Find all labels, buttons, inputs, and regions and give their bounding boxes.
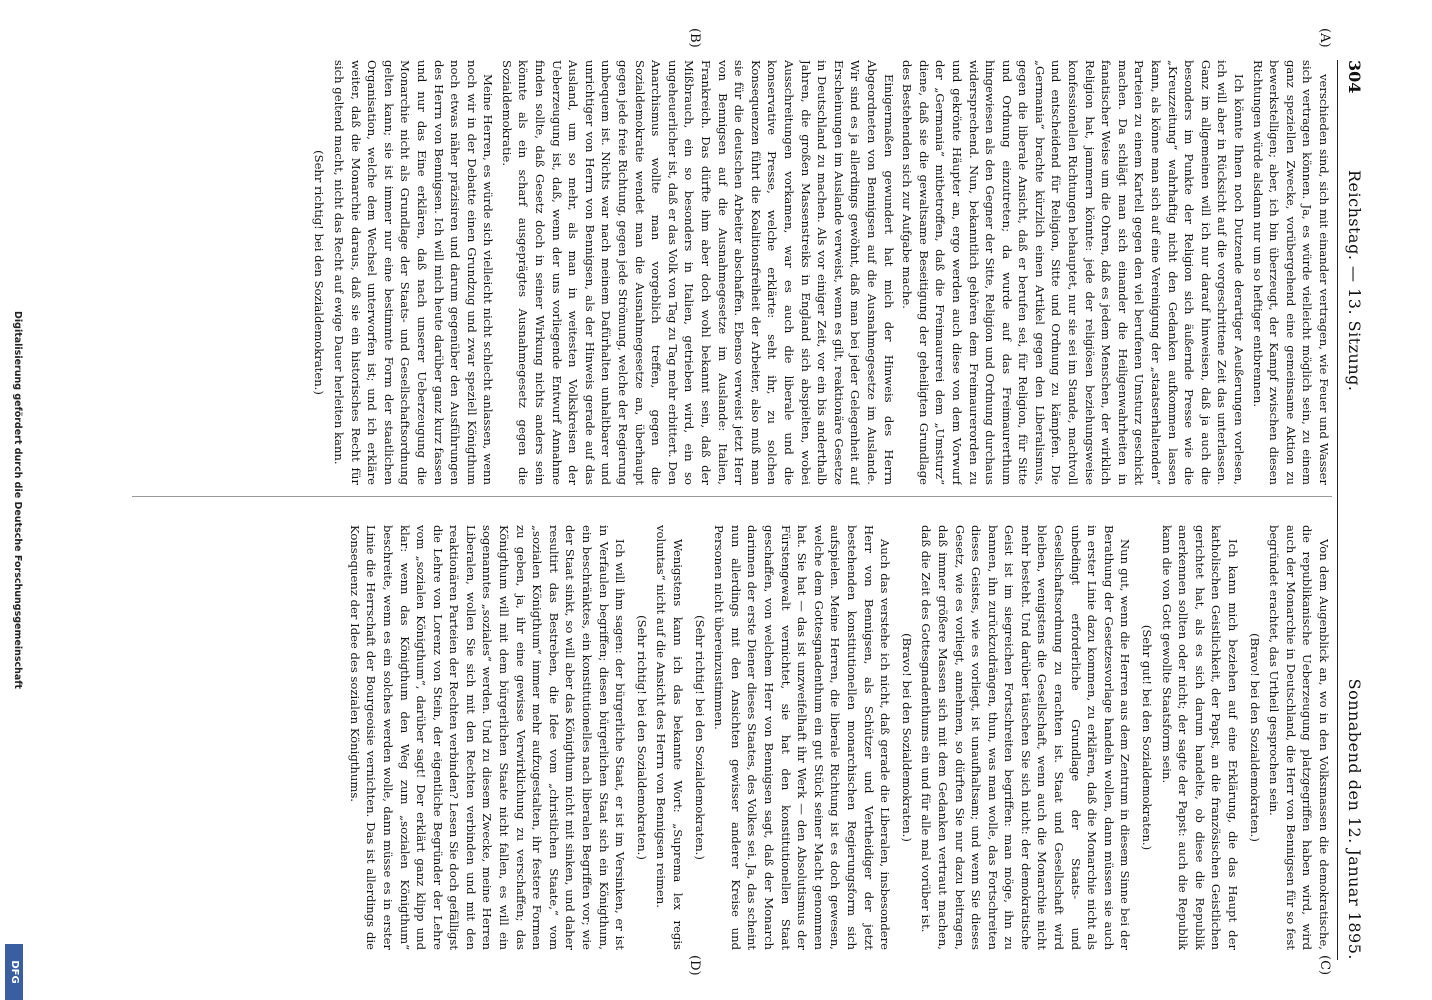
margin-marker-c: (C) — [1317, 955, 1332, 976]
interjection: (Sehr richtig! bei den Sozialdemokraten.) — [692, 615, 707, 860]
page-header — [1337, 60, 1368, 960]
interjection: (Bravo! bei den Sozialdemokraten.) — [1247, 633, 1262, 842]
column-divider — [132, 496, 1332, 497]
paragraph: Ich könnte Ihnen noch Dutzende derartiger Aeußerungen vorlesen, ich will aber in Rücksicht auf die vorgeschrittene Zeit das unterlassen. Ganz im allgemeinen will ich nur darauf hinweisen, daß ja auch die besonders im Punkte der Religion sich äußernde Presse wie die „Kreuzzeitung“ wahrhaftig nicht den Gedanken aufkommen lassen kann, als könne man sich auf eine Vereinigung der „staatserhaltenden“ Parteien zu einem Kartell gegen den viel berufenen Umsturz geschickt machen. Da schlägt man sich einander die Heiligenwahrheiten in fanatischer Weise um die Ohren, daß es jedem Menschen, der wirklich Religion hat, jammern könnte: jede der religiösen beziehungsweise konfessionellen Richtungen behauptet, nur sie sei im Stande, machtvoll und entscheidend für Religion, Sitte und Ordnung zu kämpfen. Die „Germania“ brachte kürzlich einen Artikel gegen den Liberalismus, gegen die liberale Ansicht, daß er berufen sei, für Religion, für Sitte und Ordnung einzutreten; da wurde auf das Freimaurerthum hingewiesen als den Gegner der Sitte, Religion und Ordnung durchaus widersprechend. Nun, bekanntlich gehören dem Freimaurerorden zu und gekrönte Häupter an, ergo werden auch diese von dem Vorwurf der „Germania“ mitbetroffen, daß die Freimaurerei dem „Umsturz“ diene, daß sie die gewaltsame Beseitigung der geheiligten Grundlage des Bestehenden sich zur Aufgabe mache. — [900, 60, 1247, 485]
interjection: (Sehr gut! bei den Sozialdemokraten.) — [1140, 624, 1155, 851]
paragraph: Meine Herren, es würde sich vielleicht nicht schlecht anlassen, wenn noch wir in der Debatte einen Grundzug und zwar speziell Königthum noch etwas näher präzisiren und darum gegenüber den Ausführungen des Herrn von Bennigsen. Ich will mich heute darüber ganz kurz fassen und nur das Eine erklären, daß nach unserer Ueberzeugung die Monarchie nicht als Grundlage der Staats- und Gesellschaftsordnung gelten kann; sie ist immer nur eine bestimmte Form der staatlichen Organisation, welche dem Wechsel unterworfen ist; und ich erkläre weiter, daß die Monarchie daraus, daß sie ein historisches Recht für sich geltend macht, nicht das Recht auf ewige Dauer herleiten kann. — [331, 60, 496, 485]
footer-credit: Digitalisierung gefördert durch die Deutsche Forschungsgemeinschaft — [12, 311, 23, 689]
interjection: (Bravo! bei den Sozialdemokraten.) — [899, 633, 914, 842]
paragraph: Von dem Augenblick an, wo in den Volksmassen die demokratische, die republikanische Ueberzeugung platzgegriffen haben wird, wird auch der Monarchie in Deutschland, die Herr von Bennigsen für so fest begründet erachtet, das Urtheil gesprochen sein. — [1267, 525, 1331, 950]
margin-marker-a: (A) — [1317, 28, 1332, 48]
header-session: Reichstag. — 13. Sitzung. — [1345, 170, 1364, 392]
digitization-footer — [9, 0, 23, 1000]
page-number: 304 — [1345, 60, 1364, 94]
paragraph: Nun gut, wenn die Herren aus dem Zentrum in diesem Sinne bei der Berathung der Gesetzesvorlage handeln wollen, dann müssen sie auch in erster Linie dazu kommen, zu erklären, daß die Monarchie nicht als unbedingt erforderliche Grundlage der Staats- und Gesellschaftsordnung zu erachten ist. Staat und Gesellschaft wird bleiben, wenigstens die Gesellschaft, wenn auch die Monarchie nicht mehr besteht. Und darüber täuschen Sie sich nicht: der demokratische Geist ist im siegreichen Fortschreiten begriffen: man möge, ihn zu bannen, ihn zurückzudrängen, thun, was man wolle, das Fortschreiten dieses Geistes, wie es vorliegt, ist unaufhaltsam; und wenn Sie dieses Gesetz, wie es vorliegt, annehmen, so dürften Sie nur dazu beitragen, daß immer größere Massen sich mit dem Gedanken vertraut machen, daß die Zeit des Gottesgnadenthums ein und für alle mal vorüber ist. — [919, 525, 1133, 950]
paragraph: Auch das verstehe ich nicht, daß gerade die Liberalen, insbesondere Herr von Bennigsen, als Schützer und Vertheidiger der jetzt bestehenden konstitutionellen monarchischen Regierungsform sich aufspielen. Meine Herren, die liberale Richtung ist es doch gewesen, welche dem Gottesgnadenthum ein gut Stück seiner Macht genommen hat. Sie hat — das ist unzweifelhaft ihr Werk — den Absolutismus der Fürstengewalt vernichtet, sie hat den konstitutionellen Staat geschaffen, von welchem Herr von Bennigsen sagt, daß der Monarch darinnen der erste Diener dieses Staates, des Volkes sei. Ja, das scheint nun allerdings mit den Ansichten gewisser anderer Kreise und Personen nicht übereinzustimmen. — [712, 525, 893, 950]
left-column — [132, 60, 1332, 485]
paragraph: verschieden sind, sich mit einander vertragen, wie Feuer und Wasser sich vertragen können. Ja, es würde vielleicht möglich sein, zu einem ganz speziellen Zwecke, vorübergehend eine gemeinsame Aktion zu bewerkstelligen; aber, ich bin überzeugt, der Kampf zwischen diesen Richtungen würde alsdann nur um so heftiger entbrennen. — [1250, 60, 1331, 485]
interjection: (Sehr richtig! bei den Sozialdemokraten.) — [634, 615, 649, 860]
margin-marker-b: (B) — [687, 28, 702, 48]
paragraph: Ich kann mich beziehen auf eine Erklärung, die das Haupt der katholischen Geistlichkeit, der Papst, an die französischen Geistlichen gerichtet hat, als es sich darum handelte, ob diese die Republik anerkennen sollten oder nicht; der sagte der Papst: auch die Republik kann die von Gott gewollte Staatsform sein. — [1159, 525, 1241, 950]
paragraph: Einigermaßen gewundert hat mich der Hinweis des Herrn Abgeordneten von Bennigsen auf die Ausnahmegesetze im Auslande. Wir sind es ja allerdings gewöhnt, daß man bei jeder Gelegenheit auf Erscheinungen im Auslande verweist, wenn es gilt, reaktionäre Gesetze in Deutschland zu machen. Als vor einiger Zeit, vor ein bis anderthalb Jahren, die großen Massenstreiks in England sich abspielten, wobei Ausschreitungen vorkamen, war es auch die liberale und die konservative Presse, welche erklärte: seht ihr, zu solchen Konsequenzen führt die Koalitionsfreiheit der Arbeiter, also muß man sie für die deutschen Arbeiter abschaffen. Ebenso verweist jetzt Herr von Bennigsen auf die Ausnahmegesetze im Auslande: Italien, Frankreich. Das dürfte ihm aber doch wohl bekannt sein, daß der Mißbrauch, ein so besonders in Italien, getrieben wird, ein so ungeheuerlicher ist, daß er das Volk von Tag zu Tag mehr erbittert. Den Anarchismus wollte man vorgeblich treffen, gegen die Sozialdemokratie wendet man die Ausnahmegesetze an, überhaupt gegen jede freie Richtung, gegen jede Strömung, welche der Regierung unbequem ist. Nichts war nach meinem Dafürhalten unhaltbarer und unrichtiger von Herrn von Bennigsen, als der Hinweis gerade auf das Ausland, um so mehr, als man in weitesten Volkskreisen der Ueberzeugung ist, daß, wenn der uns vorliegende Entwurf Annahme finden sollte, daß Gesetz doch in seiner Wirkung nichts anders sein könnte als ein scharf ausgeprägtes Ausnahmegesetz gegen die Sozialdemokratie. — [499, 60, 896, 485]
header-date: Sonnabend den 12. Januar 1895. — [1345, 678, 1364, 960]
dfg-logo: DFG — [5, 944, 23, 1000]
margin-marker-d: (D) — [687, 955, 702, 976]
interjection: (Sehr richtig! bei den Sozialdemokraten.) — [312, 150, 327, 395]
paragraph: Ich will ihm sagen: der bürgerliche Staat, er ist im Versinken, er ist in Verfaulen begriffen; diesen bürgerlichen Staat sich ein Königthum, ein beschränktes, ein konstitutionelles nach liberalen Begriffen vor; wie der Staat sinkt, so will aber das Königthum nicht mit sinken, und daher resultirt das Bestreben, die Idee vom „christlichen Staate,“ vom „sozialen Königthum“ immer mehr aufzugestalten, ihr festere Formen zu geben, ja, ihr eine gewisse Verwirklichung zu verschaffen; das Königthum will mit dem bürgerlichen Staate nicht fallen, es will ein sogenanntes „soziales“ werden. Und zu diesem Zwecke, meine Herren Liberalen, wollen Sie sich mit den Rechten verbinden und mit den reaktionären Parteien der Rechten verbinden? Lesen Sie doch gefälligst die Lehre von Lorenz von Stein, der eigentliche Begründer der Lehre vom „sozialen Königthum“, darüber sagt! Der erklärt ganz klipp und klar: wenn das Königthum den Weg zum „sozialen Königthum“ beschreite, wenn es ein solches werden wolle, dann müsse es in erster Linie die Herrschaft der Bourgeoisie vernichten. Das ist allerdings die Konsequenz der Idee des sozialen Königthums. — [347, 525, 628, 950]
right-column — [132, 525, 1332, 950]
paragraph: Wenigstens kann ich das bekannte Wort: „Suprema lex regis voluntas“ nicht auf die Ansicht des Herrn von Bennigsen reimen. — [654, 525, 686, 950]
